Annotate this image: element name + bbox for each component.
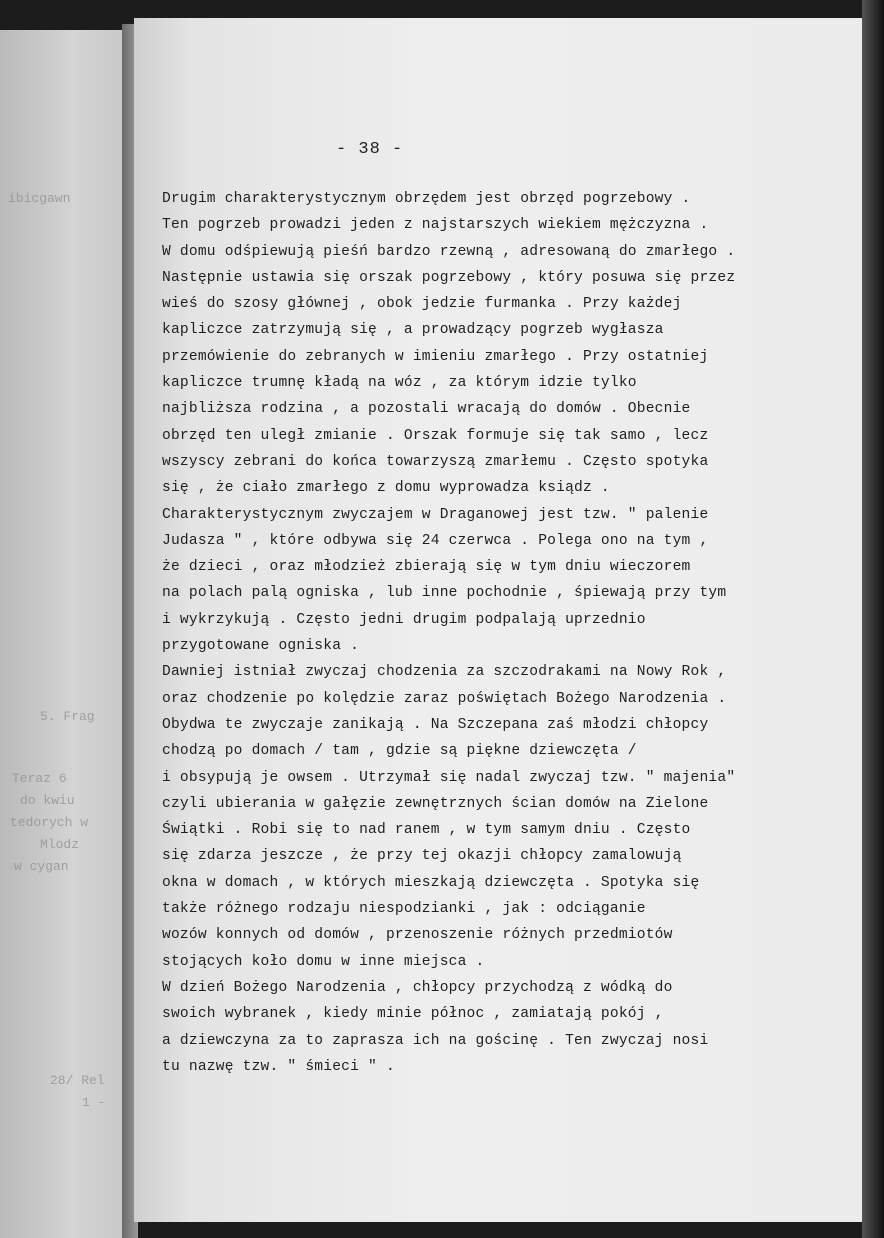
left-page-fragment: Mlodz [40, 837, 80, 852]
text-line: na polach palą ogniska , lub inne pochodnie , śpiewają przy tym [162, 585, 727, 602]
text-line: także różnego rodzaju niespodzianki , jak : odciąganie [162, 901, 646, 918]
text-line: Drugim charakterystycznym obrzędem jest obrzęd pogrzebowy . [162, 191, 691, 207]
left-page-fragment: w cygan [14, 859, 69, 874]
text-line: wszyscy zebrani do końca towarzyszą zmarłemu . Często spotyka [162, 453, 709, 470]
text-line: W dzień Bożego Narodzenia , chłopcy przychodzą z wódką do [162, 979, 673, 996]
text-line: Świątki . Robi się to nad ranem , w tym samym dniu . Często [162, 822, 691, 839]
text-line: Następnie ustawia się orszak pogrzebowy , który posuwa się przez [162, 269, 736, 286]
left-page-fragment: 1 - [82, 1095, 106, 1110]
text-line: się , że ciało zmarłego z domu wyprowadza ksiądz . [162, 480, 610, 497]
text-line: okna w domach , w których mieszkają dziewczęta . Spotyka się [162, 874, 700, 891]
text-line: najbliższa rodzina , a pozostali wracają do domów . Obecnie [162, 401, 691, 418]
text-line: i obsypują je owsem . Utrzymał się nadal zwyczaj tzw. " majenia" [162, 769, 736, 786]
text-line: wozów konnych od domów , przenoszenie różnych przedmiotów [162, 927, 673, 944]
text-line: przemówienie do zebranych w imieniu zmarłego . Przy ostatniej [162, 348, 709, 365]
page-number: - 38 - [336, 140, 404, 159]
text-line: oraz chodzenie po kolędzie zaraz poświętach Bożego Narodzenia . [162, 690, 727, 707]
text-line: i wykrzykują . Często jedni drugim podpalają uprzednio [162, 611, 646, 628]
text-line: Judasza " , które odbywa się 24 czerwca . Polega ono na tym , [162, 532, 709, 549]
text-line: obrzęd ten uległ zmianie . Orszak formuje się tak samo , lecz [162, 427, 709, 444]
text-line: Ten pogrzeb prowadzi jeden z najstarszych wiekiem mężczyzna . [162, 217, 709, 234]
text-line: Dawniej istniał zwyczaj chodzenia za szczodrakami na Nowy Rok , [162, 664, 727, 681]
text-line: stojących koło domu w inne miejsca . [162, 953, 485, 970]
text-line: tu nazwę tzw. " śmieci " . [162, 1058, 395, 1075]
text-line: czyli ubierania w gałęzie zewnętrznych ścian domów na Zielone [162, 795, 709, 812]
left-page-fragment: do kwiu [20, 793, 75, 808]
text-line: kapliczce trumnę kładą na wóz , za którym idzie tylko [162, 375, 637, 392]
text-line: że dzieci , oraz młodzież zbierają się w tym dniu wieczorem [162, 559, 691, 576]
left-page-fragment: 5. Frag [40, 709, 95, 724]
text-line: Charakterystycznym zwyczajem w Draganowej jest tzw. " palenie [162, 506, 709, 523]
text-line: W domu odśpiewują pieśń bardzo rzewną , adresowaną do zmarłego . [162, 243, 736, 260]
text-line: kapliczce zatrzymują się , a prowadzący pogrzeb wygłasza [162, 322, 664, 339]
left-page-fragment: ibicgawn [8, 191, 71, 206]
page-edge-shadow [862, 0, 884, 1238]
text-line: chodzą po domach / tam , gdzie są piękne dziewczęta / [162, 743, 637, 760]
left-page-fragment: Teraz 6 [12, 771, 67, 786]
left-page-fragment: 28/ Rel [50, 1073, 105, 1088]
text-line: się zdarza jeszcze , że przy tej okazji chłopcy zamalowują [162, 848, 682, 865]
body-text [162, 186, 862, 1080]
text-line: wieś do szosy głównej , obok jedzie furmanka . Przy każdej [162, 296, 682, 313]
text-line: przygotowane ogniska . [162, 638, 360, 655]
text-line: swoich wybranek , kiedy minie północ , zamiatają pokój , [162, 1006, 664, 1023]
text-line: a dziewczyna za to zaprasza ich na gościnę . Ten zwyczaj nosi [162, 1032, 709, 1049]
left-page-margin [0, 30, 122, 1238]
left-page-fragment: tedorych w [10, 815, 89, 830]
text-line: Obydwa te zwyczaje zanikają . Na Szczepana zaś młodzi chłopcy [162, 716, 709, 733]
